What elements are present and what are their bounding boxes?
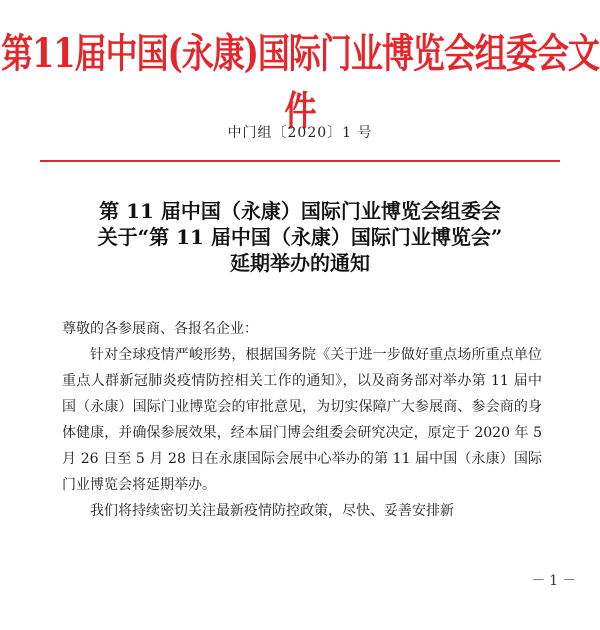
organization-header-title: 第11届中国(永康)国际门业博览会组委会文件 — [1, 29, 599, 135]
notice-title-line-3: 延期举办的通知 — [230, 251, 370, 275]
page-number: －1－ — [531, 573, 580, 589]
red-divider-line — [40, 160, 560, 162]
salutation: 尊敬的各参展商、各报名企业： — [62, 321, 258, 337]
body-paragraph-1: 针对全球疫情严峻形势，根据国务院《关于进一步做好重点场所重点单位重点人群新冠肺炎疫情防控相关工作的通知》，以及商务部对举办第 11 届中国（永康）国际门业博览会的审批意见，为切实保障广大参展商、参会商的身体健康，并确保参展效果，经本届门博会组委会研究决定，原定于 2020 年 5 月 26 日至 5 月 28 日在永康国际会展中心举办的第 11 届中国（永康）国际门业博览会将延期举办。 — [62, 347, 542, 493]
notice-title-line-1: 第 11 届中国（永康）国际门业博览会组委会 — [99, 199, 501, 223]
notice-title — [30, 198, 570, 276]
document-number: 中门组〔2020〕1 号 — [227, 125, 373, 141]
notice-title-line-2: 关于“第 11 届中国（永康）国际门业博览会” — [97, 225, 503, 249]
notice-body — [62, 316, 542, 524]
body-paragraph-2: 我们将持续密切关注最新疫情防控政策，尽快、妥善安排新 — [90, 503, 454, 519]
